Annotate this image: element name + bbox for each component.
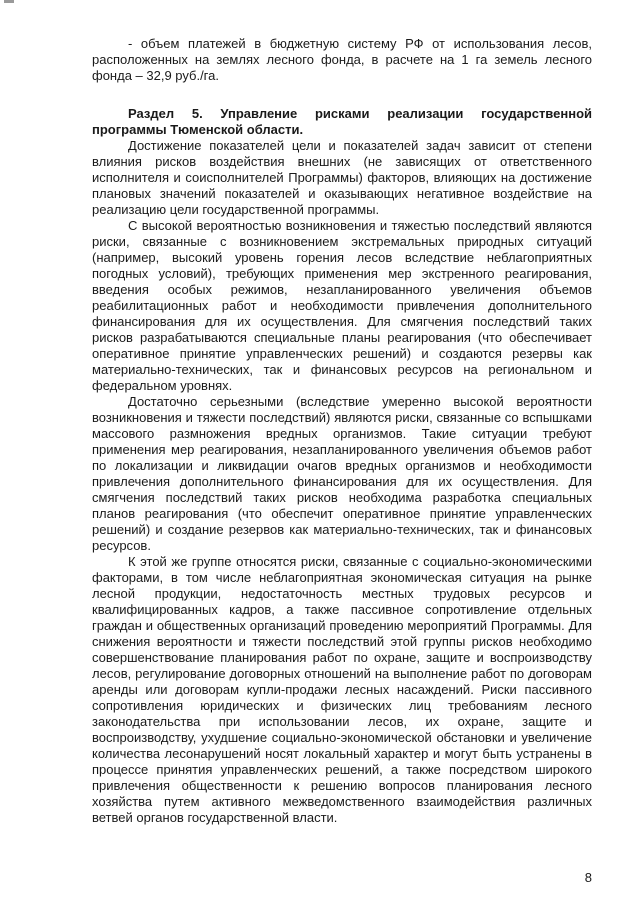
document-body xyxy=(92,36,592,826)
body-paragraph-1: Достижение показателей цели и показателей задач зависит от степени влияния рисков воздействия внешних (не зависящих от ответственного исполнителя и соисполнителей Программы) факторов, влияющих на достижение плановых значений показателей и оказывающих негативное воздействие на реализацию цели государственной программы. xyxy=(92,138,592,217)
intro-paragraph: - объем платежей в бюджетную систему РФ от использования лесов, расположенных на землях лесного фонда, в расчете на 1 га земель лесного фонда – 32,9 руб./га. xyxy=(92,36,592,83)
body-paragraph-3: Достаточно серьезными (вследствие умеренно высокой вероятности возникновения и тяжести последствий) являются риски, связанные со вспышками массового размножения вредных организмов. Такие ситуации требуют применения мер реагирования, незапланированного увеличения объемов работ по локализации и ликвидации очагов вредных организмов и необходимости привлечения дополнительного финансирования для их осуществления. Для смягчения последствий таких рисков необходима разработка специальных планов реагирования (что обеспечит оперативное принятие управленческих решений) и создание резервов как материально-технических, так и финансовых ресурсов. xyxy=(92,394,592,553)
page-number: 8 xyxy=(584,870,592,885)
section-heading: Раздел 5. Управление рисками реализации государственной программы Тюменской области. xyxy=(92,106,592,137)
body-paragraph-4: К этой же группе относятся риски, связанные с социально-экономическими факторами, в том числе неблагоприятная экономическая ситуация на рынке лесной продукции, недостаточность местных трудовых ресурсов и квалифицированных кадров, а также пассивное сопротивление отдельных граждан и общественных организаций проведению мероприятий Программы. Для снижения вероятности и тяжести последствий этой группы рисков необходимо совершенствование планирования работ по охране, защите и воспроизводству лесов, регулирование договорных отношений на выполнение работ по договорам аренды или договорам купли-продажи лесных насаждений. Риски пассивного сопротивления юридических и физических лиц требованиям лесного законодательства при использовании лесов, их охране, защите и воспроизводству, ухудшение социально-экономической обстановки и увеличение количества лесонарушений носят локальный характер и могут быть устранены в процессе принятия управленческих решений, а также посредством широкого привлечения общественности к решению вопросов планирования лесного хозяйства путем активного межведомственного взаимодействия различных ветвей органов государственной власти. xyxy=(92,554,592,825)
body-paragraph-2: С высокой вероятностью возникновения и тяжестью последствий являются риски, связанные с возникновением экстремальных природных ситуаций (например, высокий уровень горения лесов вследствие неблагоприятных погодных условий), требующих применения мер экстренного реагирования, введения особых режимов, незапланированного увеличения объемов реабилитационных работ и необходимости привлечения дополнительного финансирования для их осуществления. Для смягчения последствий таких рисков разрабатываются специальные планы реагирования (что обеспечивает оперативное принятие управленческих решений) и создаются резервы как материально-технических, так и финансовых ресурсов на региональном и федеральном уровнях. xyxy=(92,218,592,393)
scan-corner-mark xyxy=(4,0,14,3)
